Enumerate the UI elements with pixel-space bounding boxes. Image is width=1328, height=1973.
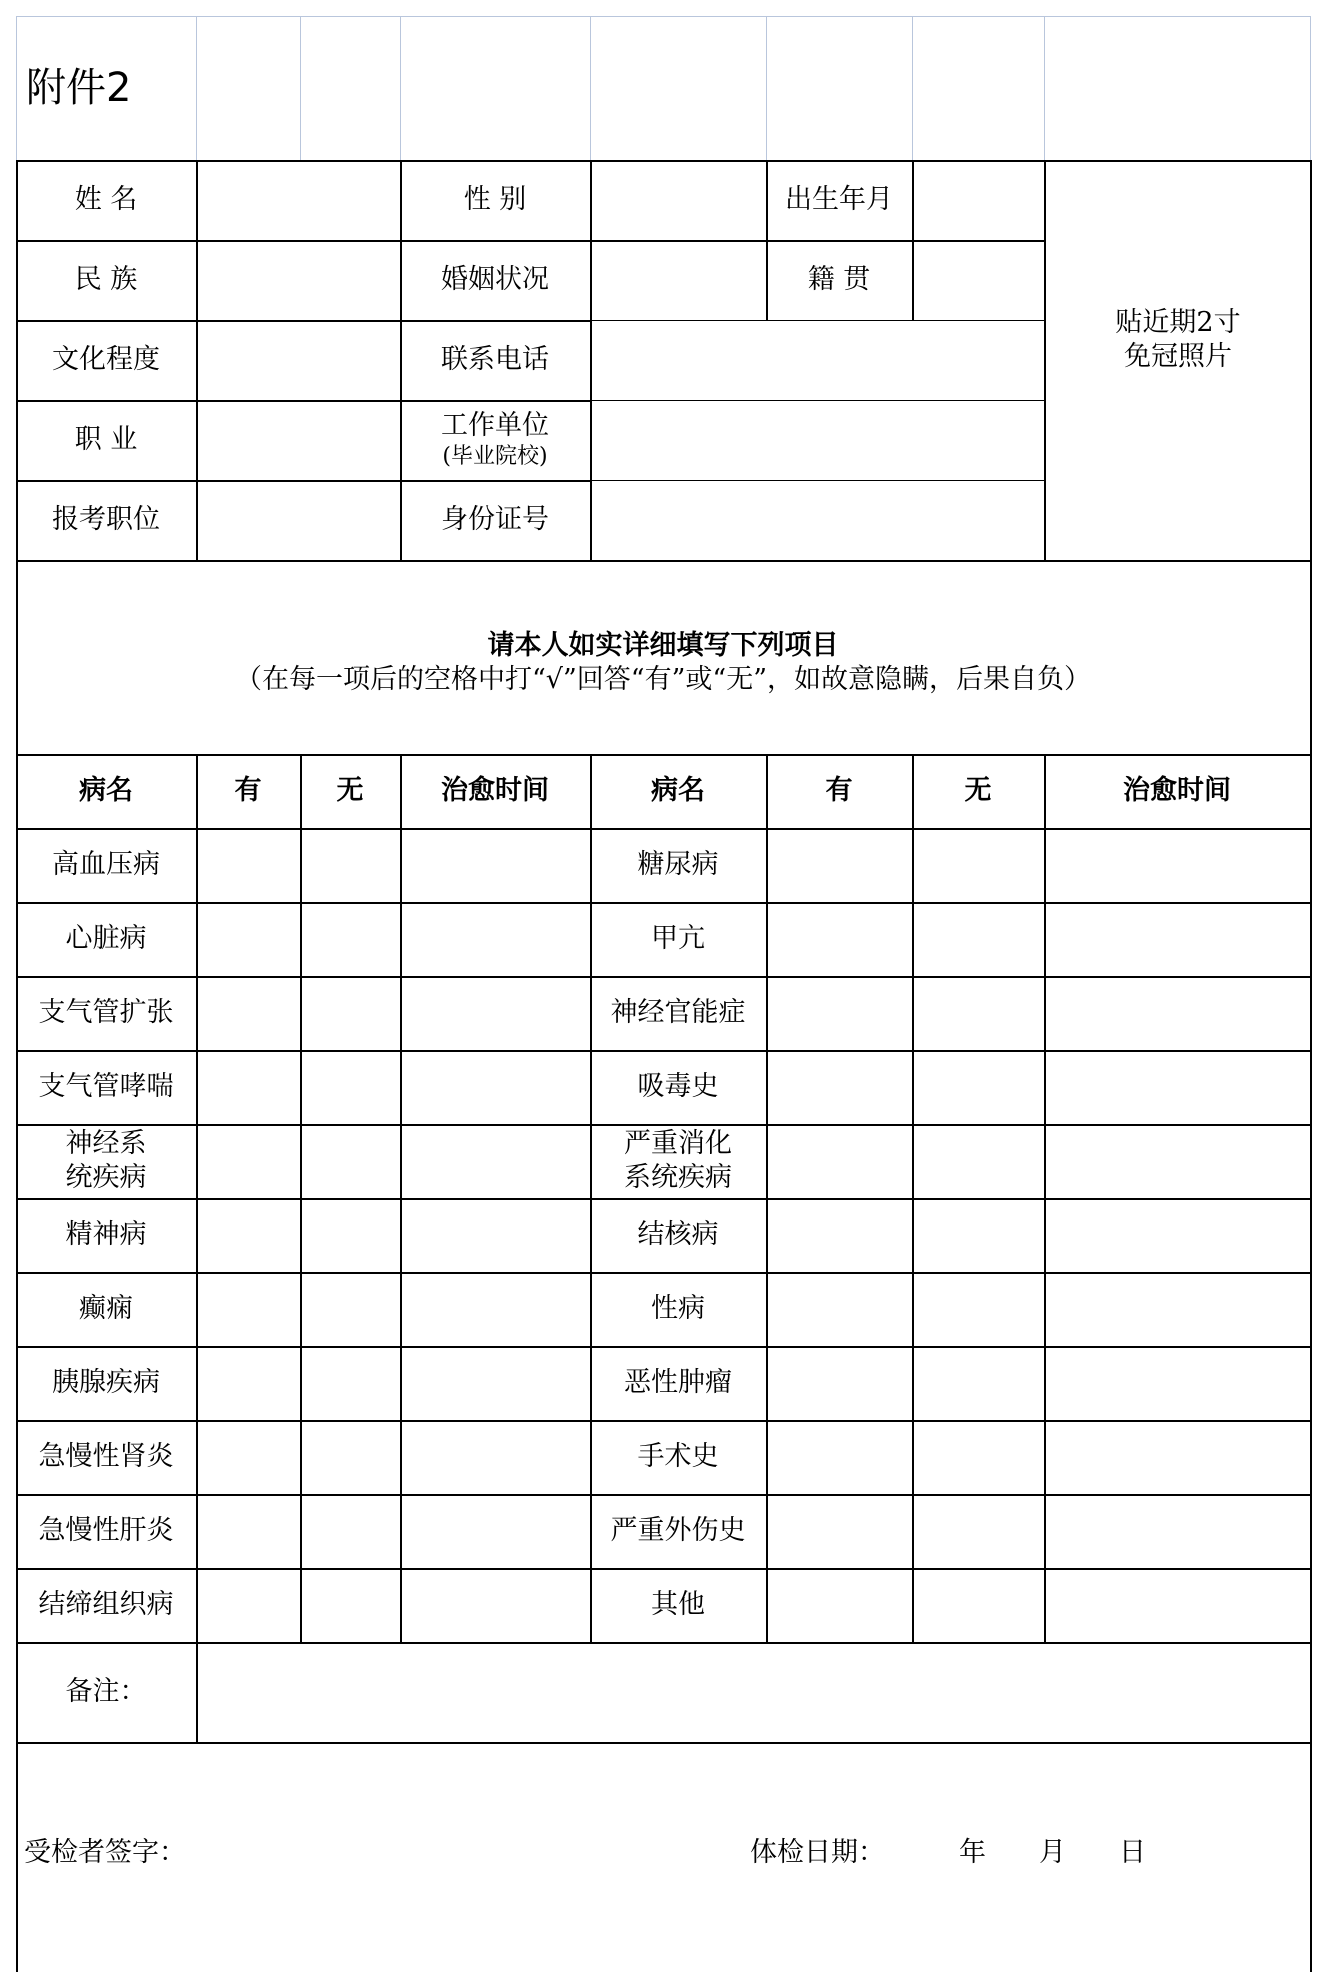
disease-name: 结核病 <box>637 1219 719 1251</box>
disease-name: 性病 <box>651 1293 705 1325</box>
disease-name: 心脏病 <box>65 923 147 955</box>
checkbox-yes[interactable] <box>196 1124 300 1198</box>
cure-time-field[interactable] <box>1044 1272 1310 1346</box>
checkbox-yes[interactable] <box>766 976 912 1050</box>
checkbox-no[interactable] <box>912 1124 1044 1198</box>
checkbox-no[interactable] <box>912 1050 1044 1124</box>
checkbox-yes[interactable] <box>196 1494 300 1568</box>
cure-time-field[interactable] <box>1044 1198 1310 1272</box>
checkbox-no[interactable] <box>912 828 1044 902</box>
checkbox-yes[interactable] <box>196 1272 300 1346</box>
checkbox-no[interactable] <box>300 1050 400 1124</box>
remarks-label: 备注： <box>65 1676 147 1708</box>
table-header-disease: 病名 <box>651 775 705 807</box>
disease-name: 甲亢 <box>651 923 705 955</box>
checkbox-yes[interactable] <box>766 1198 912 1272</box>
cure-time-field[interactable] <box>400 828 590 902</box>
disease-name: 糖尿病 <box>637 849 719 881</box>
checkbox-no[interactable] <box>300 1198 400 1272</box>
cure-time-field[interactable] <box>1044 1346 1310 1420</box>
disease-name: 癫痫 <box>79 1293 133 1325</box>
checkbox-no[interactable] <box>912 976 1044 1050</box>
checkbox-no[interactable] <box>912 1198 1044 1272</box>
checkbox-no[interactable] <box>300 902 400 976</box>
disease-name: 高血压病 <box>52 849 160 881</box>
cure-time-field[interactable] <box>400 902 590 976</box>
checkbox-no[interactable] <box>912 1494 1044 1568</box>
label-native-place: 籍 贯 <box>807 264 871 296</box>
checkbox-no[interactable] <box>300 1568 400 1642</box>
table-border <box>1310 160 1312 1972</box>
sheet-gridline <box>766 16 767 160</box>
table-header-cure-time: 治愈时间 <box>441 775 549 807</box>
checkbox-no[interactable] <box>300 1420 400 1494</box>
checkbox-yes[interactable] <box>766 1494 912 1568</box>
sheet-gridline <box>300 16 301 160</box>
sheet-gridline <box>590 16 591 160</box>
checkbox-yes[interactable] <box>196 1198 300 1272</box>
checkbox-yes[interactable] <box>196 1568 300 1642</box>
cure-time-field[interactable] <box>400 1494 590 1568</box>
input-field[interactable] <box>592 481 1044 560</box>
table-header-disease: 病名 <box>79 775 133 807</box>
sheet-gridline <box>1044 16 1045 160</box>
checkbox-no[interactable] <box>912 1420 1044 1494</box>
label-marital: 婚姻状况 <box>441 264 549 296</box>
cure-time-field[interactable] <box>1044 1050 1310 1124</box>
cure-time-field[interactable] <box>400 976 590 1050</box>
cure-time-field[interactable] <box>1044 902 1310 976</box>
disease-name: 吸毒史 <box>637 1071 719 1103</box>
disease-name: 急慢性肝炎 <box>38 1515 174 1547</box>
date-year: 年 <box>959 1837 986 1869</box>
signature-label: 受检者签字： <box>24 1837 186 1869</box>
label-education: 文化程度 <box>52 344 160 376</box>
checkbox-no[interactable] <box>300 1494 400 1568</box>
checkbox-no[interactable] <box>300 1272 400 1346</box>
checkbox-no[interactable] <box>912 1272 1044 1346</box>
label-workplace <box>400 400 590 480</box>
checkbox-yes[interactable] <box>196 1420 300 1494</box>
label-position: 报考职位 <box>52 504 160 536</box>
cure-time-field[interactable] <box>400 1568 590 1642</box>
disease-name: 其他 <box>651 1589 705 1621</box>
label-workplace-note: (毕业院校) <box>442 444 548 470</box>
cure-time-field[interactable] <box>1044 1124 1310 1198</box>
disease-name: 支气管扩张 <box>38 997 174 1029</box>
checkbox-yes[interactable] <box>196 1050 300 1124</box>
checkbox-no[interactable] <box>300 828 400 902</box>
cure-time-field[interactable] <box>400 1198 590 1272</box>
checkbox-yes[interactable] <box>196 902 300 976</box>
checkbox-no[interactable] <box>912 1346 1044 1420</box>
sheet-gridline <box>1310 16 1311 160</box>
disease-name: 神经系 统疾病 <box>65 1128 147 1193</box>
input-field[interactable] <box>592 321 1044 400</box>
date-month: 月 <box>1039 1837 1066 1869</box>
table-border <box>196 160 198 560</box>
table-header-no: 无 <box>964 775 992 807</box>
table-header-no: 无 <box>336 775 364 807</box>
date-day: 日 <box>1119 1837 1146 1869</box>
cure-time-field[interactable] <box>1044 828 1310 902</box>
checkbox-yes[interactable] <box>766 828 912 902</box>
checkbox-yes[interactable] <box>766 1568 912 1642</box>
cure-time-field[interactable] <box>400 1272 590 1346</box>
table-header-cure-time: 治愈时间 <box>1123 775 1231 807</box>
instruction-block <box>16 560 1310 754</box>
checkbox-yes[interactable] <box>196 976 300 1050</box>
checkbox-yes[interactable] <box>766 1346 912 1420</box>
disease-name: 神经官能症 <box>610 997 746 1029</box>
table-border <box>912 160 914 320</box>
disease-name: 结缔组织病 <box>38 1589 174 1621</box>
label-phone: 联系电话 <box>441 344 549 376</box>
checkbox-no[interactable] <box>300 1346 400 1420</box>
instruction-title: 请本人如实详细填写下列项目 <box>487 630 839 662</box>
cure-time-field[interactable] <box>400 1050 590 1124</box>
label-workplace-main: 工作单位 <box>441 410 549 442</box>
label-name: 姓 名 <box>74 184 138 216</box>
disease-name: 胰腺疾病 <box>52 1367 160 1399</box>
checkbox-yes[interactable] <box>766 1050 912 1124</box>
cure-time-field[interactable] <box>1044 1420 1310 1494</box>
disease-name: 手术史 <box>637 1441 719 1473</box>
checkbox-yes[interactable] <box>766 902 912 976</box>
disease-name: 支气管哮喘 <box>38 1071 174 1103</box>
label-occupation: 职 业 <box>74 424 138 456</box>
checkbox-no[interactable] <box>912 902 1044 976</box>
remarks-field[interactable] <box>196 1642 1310 1742</box>
label-id-number: 身份证号 <box>441 504 549 536</box>
checkbox-no[interactable] <box>300 1124 400 1198</box>
checkbox-yes[interactable] <box>766 1272 912 1346</box>
exam-date-label: 体检日期： <box>750 1837 885 1869</box>
disease-name: 精神病 <box>65 1219 147 1251</box>
label-birth: 出生年月 <box>785 184 893 216</box>
checkbox-yes[interactable] <box>196 828 300 902</box>
checkbox-yes[interactable] <box>766 1420 912 1494</box>
checkbox-yes[interactable] <box>766 1124 912 1198</box>
cure-time-field[interactable] <box>1044 1568 1310 1642</box>
checkbox-no[interactable] <box>912 1568 1044 1642</box>
cure-time-field[interactable] <box>1044 976 1310 1050</box>
instruction-subtitle: （在每一项后的空格中打“√”回答“有”或“无”，如故意隐瞒，后果自负） <box>234 664 1092 695</box>
label-gender: 性 别 <box>463 184 527 216</box>
cure-time-field[interactable] <box>1044 1494 1310 1568</box>
cure-time-field[interactable] <box>400 1420 590 1494</box>
cure-time-field[interactable] <box>400 1346 590 1420</box>
sheet-gridline <box>912 16 913 160</box>
photo-placeholder: 贴近期2寸 免冠照片 <box>1046 162 1310 558</box>
table-border <box>16 1742 1310 1744</box>
disease-name: 恶性肿瘤 <box>624 1367 732 1399</box>
attachment-label: 附件2 <box>26 65 132 111</box>
label-ethnicity: 民 族 <box>74 264 138 296</box>
input-field[interactable] <box>592 401 1044 480</box>
cure-time-field[interactable] <box>400 1124 590 1198</box>
sheet-gridline <box>400 16 401 160</box>
checkbox-yes[interactable] <box>196 1346 300 1420</box>
disease-name: 急慢性肾炎 <box>38 1441 174 1473</box>
checkbox-no[interactable] <box>300 976 400 1050</box>
table-header-yes: 有 <box>825 775 853 807</box>
disease-name: 严重外伤史 <box>610 1515 746 1547</box>
disease-name: 严重消化 系统疾病 <box>624 1128 732 1193</box>
table-header-yes: 有 <box>234 775 262 807</box>
